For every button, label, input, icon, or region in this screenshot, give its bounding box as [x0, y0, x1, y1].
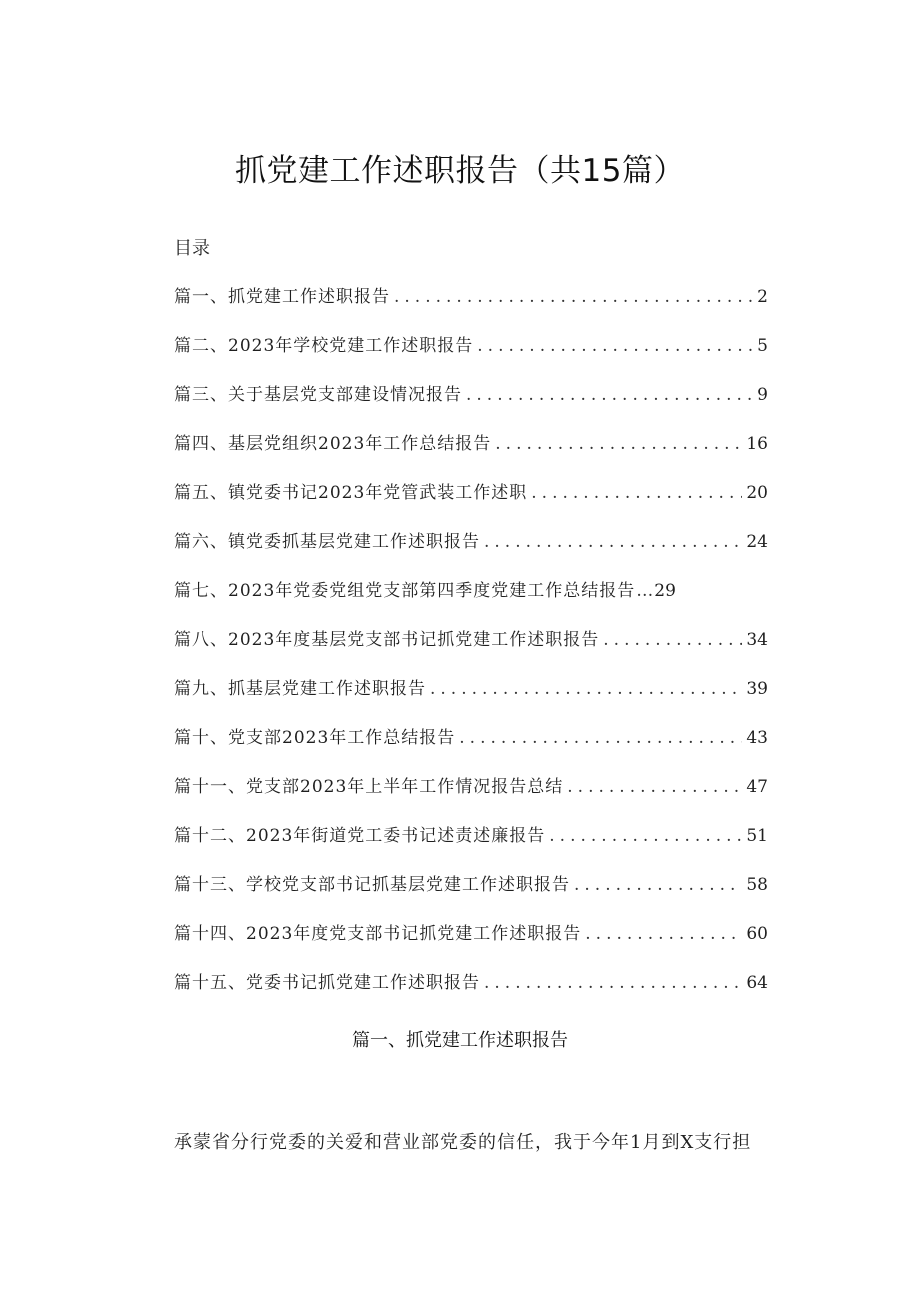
toc-page-number: 39 [746, 679, 768, 699]
toc-page-number: 51 [746, 826, 768, 846]
toc-page-number: 16 [746, 434, 768, 454]
toc-entry-label: 篇八、2023年度基层党支部书记抓党建工作述职报告 [174, 630, 600, 650]
toc-dot-leader [549, 826, 742, 846]
toc-entry-label: 篇五、镇党委书记2023年党管武装工作述职 [174, 483, 528, 503]
toc-page-number: 20 [746, 483, 768, 503]
toc-entry-label: 篇十二、2023年街道党工委书记述责述廉报告 [174, 826, 546, 846]
toc-entry-label: 篇七、2023年党委党组党支部第四季度党建工作总结报告 [174, 581, 636, 601]
toc-entry-label: 篇十五、党委书记抓党建工作述职报告 [174, 973, 480, 993]
toc-dot-leader [477, 336, 753, 356]
toc-page-number: 47 [746, 777, 768, 797]
toc-page-number: 64 [746, 973, 768, 993]
toc-dot-leader: … [636, 581, 654, 601]
toc-entry[interactable] [174, 625, 768, 655]
toc-page-number: 24 [746, 532, 768, 552]
toc-dot-leader [574, 875, 742, 895]
toc-heading: 目录 [174, 238, 210, 259]
toc-entry[interactable] [174, 282, 768, 312]
toc-dot-leader [484, 973, 742, 993]
toc-entry-label: 篇六、镇党委抓基层党建工作述职报告 [174, 532, 480, 552]
toc-entry-label: 篇十一、党支部2023年上半年工作情况报告总结 [174, 777, 564, 797]
toc-dot-leader [567, 777, 742, 797]
toc-page-number: 2 [757, 287, 768, 307]
toc-dot-leader [484, 532, 742, 552]
toc-entry[interactable] [174, 478, 768, 508]
document-title: 抓党建工作述职报告（共15篇） [235, 153, 685, 189]
toc-entry[interactable] [174, 674, 768, 704]
toc-dot-leader [531, 483, 742, 503]
toc-dot-leader [585, 924, 742, 944]
toc-entry-label: 篇三、关于基层党支部建设情况报告 [174, 385, 462, 405]
toc-page-number: 9 [757, 385, 768, 405]
toc-page-number: 60 [746, 924, 768, 944]
toc-entry[interactable] [174, 821, 768, 851]
body-paragraph: 承蒙省分行党委的关爱和营业部党委的信任，我于今年1月到X支行担 [174, 1132, 752, 1153]
toc-page-number: 43 [746, 728, 768, 748]
toc-dot-leader [495, 434, 742, 454]
toc-entry-label: 篇二、2023年学校党建工作述职报告 [174, 336, 474, 356]
toc-entry-label: 篇十、党支部2023年工作总结报告 [174, 728, 456, 748]
toc-dot-leader [394, 287, 753, 307]
toc-entry[interactable] [174, 723, 768, 753]
toc-page-number: 58 [746, 875, 768, 895]
toc-page-number: 29 [654, 581, 676, 601]
toc-entry[interactable] [174, 429, 768, 459]
toc-dot-leader [466, 385, 753, 405]
toc-entry[interactable] [174, 870, 768, 900]
toc-entry[interactable] [174, 968, 768, 998]
toc-dot-leader [430, 679, 742, 699]
toc-entry[interactable] [174, 772, 768, 802]
toc-entry[interactable] [174, 331, 768, 361]
toc-entry-label: 篇十四、2023年度党支部书记抓党建工作述职报告 [174, 924, 582, 944]
toc-entry[interactable] [174, 919, 768, 949]
toc-entry-label: 篇九、抓基层党建工作述职报告 [174, 679, 426, 699]
toc-dot-leader [603, 630, 742, 650]
section-heading: 篇一、抓党建工作述职报告 [352, 1030, 568, 1051]
toc-dot-leader [459, 728, 742, 748]
toc-entry[interactable] [174, 527, 768, 557]
toc-entry-label: 篇四、基层党组织2023年工作总结报告 [174, 434, 492, 454]
toc-entry-label: 篇十三、学校党支部书记抓基层党建工作述职报告 [174, 875, 570, 895]
toc-entry[interactable] [174, 380, 768, 410]
toc-page-number: 34 [746, 630, 768, 650]
toc-entry[interactable] [174, 576, 768, 606]
toc-page-number: 5 [757, 336, 768, 356]
toc-entry-label: 篇一、抓党建工作述职报告 [174, 287, 390, 307]
